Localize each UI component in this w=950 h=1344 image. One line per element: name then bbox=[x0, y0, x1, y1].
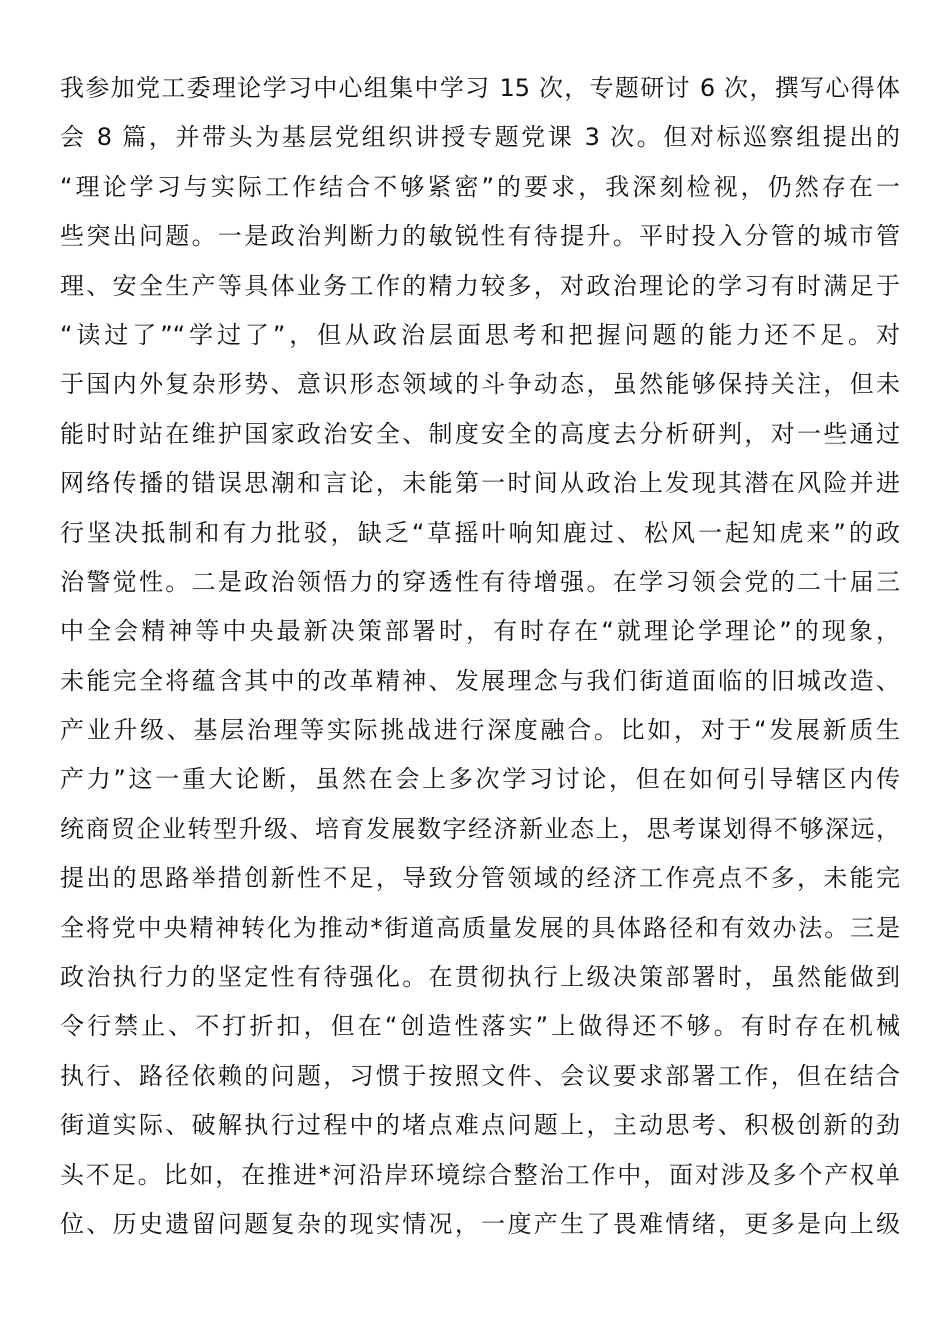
text-line: 令行禁止、不打折扣，但在“创造性落实”上做得还不够。有时存在机械 bbox=[60, 1012, 900, 1041]
text-line: 提出的思路举措创新性不足，导致分管领域的经济工作亮点不多，未能完 bbox=[60, 864, 900, 893]
text-line: 执行、路径依赖的问题，习惯于按照文件、会议要求部署工作，但在结合 bbox=[60, 1061, 900, 1090]
text-line: 行坚决抵制和有力批驳，缺乏“草摇叶响知鹿过、松风一起知虎来”的政 bbox=[60, 518, 900, 547]
text-line: “读过了”“学过了”，但从政治层面思考和把握问题的能力还不足。对 bbox=[60, 320, 900, 349]
text-line: 治警觉性。二是政治领悟力的穿透性有待增强。在学习领会党的二十届三 bbox=[60, 567, 900, 596]
text-line: 些突出问题。一是政治判断力的敏锐性有待提升。平时投入分管的城市管 bbox=[60, 222, 900, 251]
text-line: 理、安全生产等具体业务工作的精力较多，对政治理论的学习有时满足于 bbox=[60, 271, 900, 300]
text-line: 中全会精神等中央最新决策部署时，有时存在“就理论学理论”的现象， bbox=[60, 617, 900, 646]
text-line: 网络传播的错误思潮和言论，未能第一时间从政治上发现其潜在风险并进 bbox=[60, 469, 900, 498]
text-line: 统商贸企业转型升级、培育发展数字经济新业态上，思考谋划得不够深远， bbox=[60, 814, 900, 843]
text-line: 能时时站在维护国家政治安全、制度安全的高度去分析研判，对一些通过 bbox=[60, 419, 900, 448]
text-line: 会 8 篇，并带头为基层党组织讲授专题党课 3 次。但对标巡察组提出的 bbox=[60, 123, 900, 152]
text-line: 产业升级、基层治理等实际挑战进行深度融合。比如，对于“发展新质生 bbox=[60, 716, 900, 745]
text-line: “理论学习与实际工作结合不够紧密”的要求，我深刻检视，仍然存在一 bbox=[60, 172, 900, 201]
body-text bbox=[60, 64, 900, 1249]
text-line: 于国内外复杂形势、意识形态领域的斗争动态，虽然能够保持关注，但未 bbox=[60, 370, 900, 399]
text-line: 未能完全将蕴含其中的改革精神、发展理念与我们街道面临的旧城改造、 bbox=[60, 666, 900, 695]
text-line: 政治执行力的坚定性有待强化。在贯彻执行上级决策部署时，虽然能做到 bbox=[60, 963, 900, 992]
text-line: 产力”这一重大论断，虽然在会上多次学习讨论，但在如何引导辖区内传 bbox=[60, 765, 900, 794]
text-line: 全将党中央精神转化为推动*街道高质量发展的具体路径和有效办法。三是 bbox=[60, 913, 900, 942]
text-line: 我参加党工委理论学习中心组集中学习 15 次，专题研讨 6 次，撰写心得体 bbox=[60, 74, 900, 102]
text-line: 街道实际、破解执行过程中的堵点难点问题上，主动思考、积极创新的劲 bbox=[60, 1111, 900, 1140]
text-line: 位、历史遗留问题复杂的现实情况，一度产生了畏难情绪，更多是向上级 bbox=[60, 1209, 900, 1238]
text-line: 头不足。比如，在推进*河沿岸环境综合整治工作中，面对涉及多个产权单 bbox=[60, 1160, 900, 1189]
